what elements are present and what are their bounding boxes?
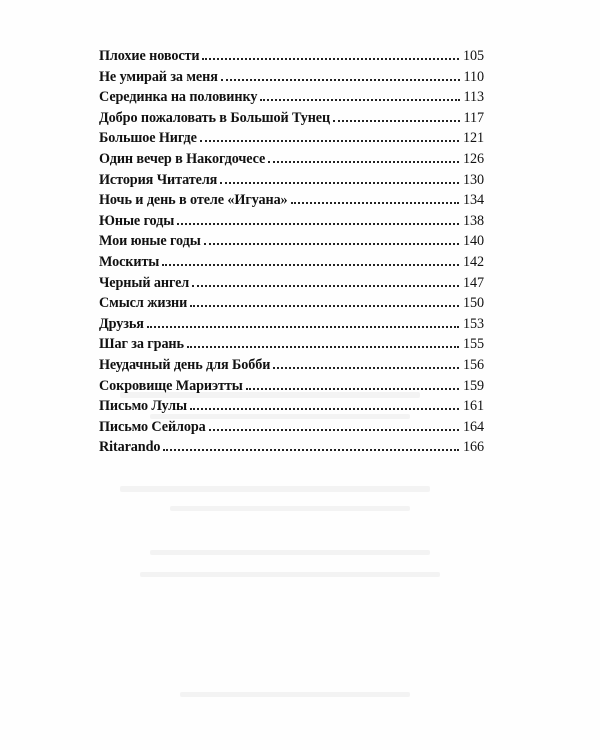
toc-entry[interactable] — [99, 149, 484, 170]
toc-entry[interactable] — [99, 376, 484, 397]
toc-entry[interactable] — [99, 396, 484, 417]
dot-leader — [190, 305, 459, 307]
toc-entry-page: 126 — [463, 150, 484, 167]
toc-entry-page: 110 — [463, 68, 484, 85]
show-through-mark — [180, 692, 410, 697]
toc-entry-title: Добро пожаловать в Большой Тунец — [99, 109, 331, 126]
toc-entry-title: Шаг за грань — [99, 336, 184, 353]
toc-entry[interactable] — [99, 231, 484, 252]
toc-entry-title: Письмо Сейлора — [99, 418, 206, 435]
toc-entry-page: 138 — [463, 212, 484, 229]
toc-entry-page: 113 — [463, 89, 484, 106]
toc-entry-title: Ritarando — [99, 439, 161, 456]
toc-entry[interactable] — [99, 211, 484, 232]
toc-entry[interactable] — [99, 252, 484, 273]
toc-entry-title: История Читателя — [99, 171, 218, 188]
dot-leader — [273, 367, 459, 369]
toc-entry-page: 161 — [463, 398, 484, 415]
dot-leader — [246, 388, 459, 390]
toc-entry-page: 147 — [463, 274, 484, 291]
toc-entry-title: Черный ангел — [99, 274, 190, 291]
dot-leader — [190, 408, 459, 410]
toc-entry-page: 140 — [463, 233, 484, 250]
toc-entry[interactable] — [99, 190, 484, 211]
show-through-mark — [170, 506, 410, 511]
toc-entry[interactable] — [99, 46, 484, 67]
toc-entry-page: 117 — [463, 109, 484, 126]
toc-entry-title: Неудачный день для Бобби — [99, 356, 271, 373]
dot-leader — [163, 449, 459, 451]
toc-entry-title: Плохие новости — [99, 48, 200, 64]
dot-leader — [147, 326, 459, 328]
toc-entry-title: Не умирай за меня — [99, 68, 218, 85]
dot-leader — [221, 79, 460, 81]
toc-entry-page: 166 — [463, 439, 484, 456]
toc-entry[interactable] — [99, 314, 484, 335]
dot-leader — [333, 120, 459, 122]
dot-leader — [187, 346, 459, 348]
toc-entry[interactable] — [99, 355, 484, 376]
toc-entry[interactable] — [99, 293, 484, 314]
dot-leader — [260, 99, 459, 101]
dot-leader — [209, 429, 459, 431]
toc-entry-title: Большое Нигде — [99, 130, 197, 147]
toc-entry-page: 134 — [463, 192, 484, 209]
toc-entry-page: 150 — [463, 295, 484, 312]
toc-entry-page: 164 — [463, 418, 484, 435]
toc-entry-title: Серединка на половинку — [99, 89, 258, 106]
toc-entry[interactable] — [99, 170, 484, 191]
show-through-mark — [120, 486, 430, 492]
dot-leader — [177, 223, 459, 225]
dot-leader — [268, 161, 459, 163]
table-of-contents — [99, 46, 484, 458]
dot-leader — [204, 243, 459, 245]
show-through-mark — [150, 550, 430, 555]
toc-entry-title: Сокровище Мариэтты — [99, 377, 243, 394]
toc-entry-title: Письмо Лулы — [99, 398, 188, 415]
toc-entry[interactable] — [99, 273, 484, 294]
toc-entry-page: 153 — [463, 315, 484, 332]
dot-leader — [162, 264, 459, 266]
toc-entry-title: Друзья — [99, 315, 144, 332]
toc-entry-page: 142 — [463, 253, 484, 270]
toc-entry[interactable] — [99, 417, 484, 438]
toc-entry[interactable] — [99, 67, 484, 88]
toc-entry-page: 156 — [463, 356, 484, 373]
dot-leader — [291, 202, 459, 204]
toc-entry[interactable] — [99, 437, 484, 458]
toc-entry-page: 121 — [463, 130, 484, 147]
toc-entry-title: Москиты — [99, 253, 160, 270]
toc-entry-title: Мои юные годы — [99, 233, 201, 250]
toc-entry-page: 130 — [463, 171, 484, 188]
dot-leader — [220, 182, 459, 184]
dot-leader — [202, 58, 459, 60]
toc-entry-page: 105 — [463, 48, 484, 64]
toc-entry[interactable] — [99, 128, 484, 149]
toc-entry-title: Ночь и день в отеле «Игуана» — [99, 192, 288, 209]
show-through-mark — [140, 572, 440, 577]
toc-entry-title: Юные годы — [99, 212, 175, 229]
dot-leader — [200, 140, 459, 142]
toc-entry[interactable] — [99, 108, 484, 129]
toc-entry-page: 155 — [463, 336, 484, 353]
toc-entry-title: Один вечер в Накогдочесе — [99, 150, 266, 167]
toc-entry[interactable] — [99, 334, 484, 355]
toc-entry-title: Смысл жизни — [99, 295, 188, 312]
dot-leader — [192, 285, 459, 287]
toc-entry[interactable] — [99, 87, 484, 108]
toc-entry-page: 159 — [463, 377, 484, 394]
